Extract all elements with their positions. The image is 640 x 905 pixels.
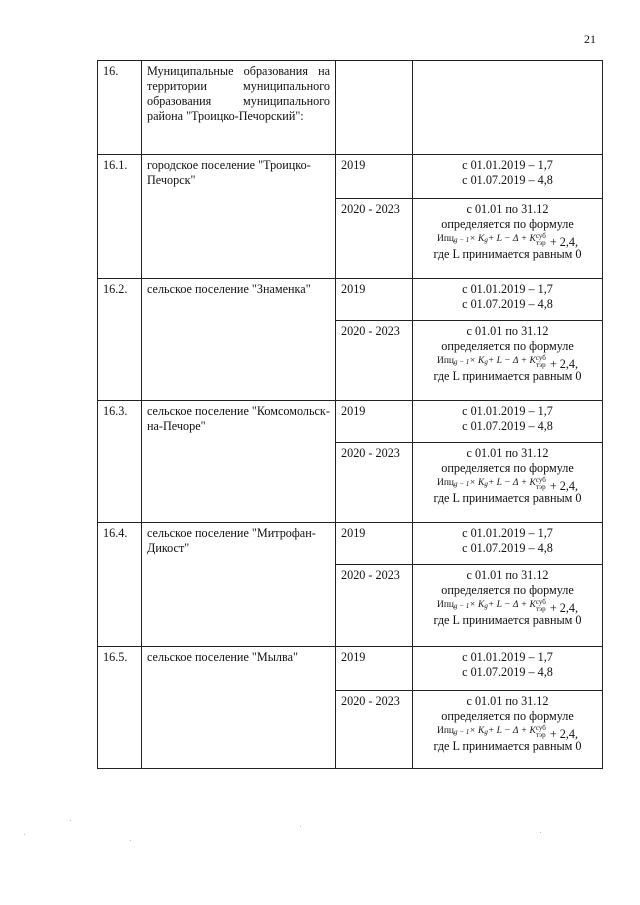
row-number: 16. bbox=[98, 61, 142, 155]
formula-line bbox=[418, 354, 597, 369]
rate-rule bbox=[413, 279, 603, 321]
rate-line: с 01.07.2019 – 4,8 bbox=[462, 665, 553, 679]
rate-line: с 01.07.2019 – 4,8 bbox=[462, 173, 553, 187]
row-number: 16.5. bbox=[98, 647, 142, 769]
formula-constant: + 2,4, bbox=[549, 357, 579, 371]
period-years: 2020 - 2023 bbox=[336, 199, 413, 279]
rate-line: с 01.01 по 31.12 bbox=[466, 694, 549, 708]
table-row bbox=[98, 401, 603, 443]
rate-rule bbox=[413, 401, 603, 443]
period-year: 2019 bbox=[336, 523, 413, 565]
rate-line: с 01.01 по 31.12 bbox=[466, 568, 549, 582]
rate-line: где L принимается равным 0 bbox=[433, 369, 582, 383]
municipality-name: городское поселение "Троицко-Печорск" bbox=[142, 155, 336, 279]
rate-rule bbox=[413, 647, 603, 691]
tariff-table bbox=[97, 60, 603, 769]
rate-line: с 01.01 по 31.12 bbox=[466, 324, 549, 338]
tariff-formula: Ипц g − 1 × K g + L − Δ + K суб тэр bbox=[436, 723, 546, 739]
period-year: 2019 bbox=[336, 155, 413, 199]
formula-constant: + 2,4, bbox=[549, 601, 579, 615]
scan-speck bbox=[70, 820, 71, 821]
row-number: 16.4. bbox=[98, 523, 142, 647]
rate-rule bbox=[413, 565, 603, 647]
rate-line: определяется по формуле bbox=[441, 217, 574, 231]
tariff-formula: Ипц g − 1 × K g + L − Δ + K суб тэр bbox=[436, 597, 546, 613]
table-row bbox=[98, 647, 603, 691]
formula-line bbox=[418, 598, 597, 613]
rate-line: где L принимается равным 0 bbox=[433, 613, 582, 627]
rate-rule bbox=[413, 691, 603, 769]
rate-rule bbox=[413, 199, 603, 279]
rate-line: с 01.01 по 31.12 bbox=[466, 446, 549, 460]
formula-constant: + 2,4, bbox=[549, 479, 579, 493]
tariff-formula: Ипц g − 1 × K g + L − Δ + K суб тэр bbox=[436, 231, 546, 247]
rate-line: где L принимается равным 0 bbox=[433, 247, 582, 261]
page-number: 21 bbox=[584, 32, 596, 46]
rate-line: где L принимается равным 0 bbox=[433, 491, 582, 505]
scan-speck bbox=[540, 832, 541, 833]
period-years: 2020 - 2023 bbox=[336, 565, 413, 647]
tariff-formula: Ипц g − 1 × K g + L − Δ + K суб тэр bbox=[436, 353, 546, 369]
rate-line: где L принимается равным 0 bbox=[433, 739, 582, 753]
rate-line: с 01.01.2019 – 1,7 bbox=[462, 158, 553, 172]
rate-line: с 01.01.2019 – 1,7 bbox=[462, 404, 553, 418]
rate-line: с 01.01.2019 – 1,7 bbox=[462, 282, 553, 296]
rate-line: определяется по формуле bbox=[441, 709, 574, 723]
rate-line: определяется по формуле bbox=[441, 583, 574, 597]
table-row bbox=[98, 279, 603, 321]
formula-line bbox=[418, 232, 597, 247]
rate-rule bbox=[413, 443, 603, 523]
formula-constant: + 2,4, bbox=[549, 727, 579, 741]
table-row bbox=[98, 523, 603, 565]
rate-line: с 01.07.2019 – 4,8 bbox=[462, 541, 553, 555]
rate-line: с 01.01.2019 – 1,7 bbox=[462, 650, 553, 664]
municipality-name: сельское поселение "Мылва" bbox=[142, 647, 336, 769]
period-years: 2020 - 2023 bbox=[336, 443, 413, 523]
municipality-name: сельское поселение "Комсомольск-на-Печоре" bbox=[142, 401, 336, 523]
municipality-name-text: Муниципальные образования на территории муниципального образования муниципального района "Троицко-Печорский": bbox=[147, 64, 330, 123]
scan-speck bbox=[130, 840, 131, 841]
row-number: 16.3. bbox=[98, 401, 142, 523]
tariff-formula: Ипц g − 1 × K g + L − Δ + K суб тэр bbox=[436, 475, 546, 491]
rate-rule bbox=[413, 155, 603, 199]
row-number: 16.2. bbox=[98, 279, 142, 401]
period-years: 2020 - 2023 bbox=[336, 691, 413, 769]
formula-line bbox=[418, 724, 597, 739]
formula-constant: + 2,4, bbox=[549, 235, 579, 249]
scan-speck bbox=[24, 834, 25, 835]
row-number: 16.1. bbox=[98, 155, 142, 279]
municipality-name: сельское поселение "Митрофан-Дикост" bbox=[142, 523, 336, 647]
rate-line: с 01.07.2019 – 4,8 bbox=[462, 419, 553, 433]
municipality-name bbox=[142, 61, 336, 155]
table-row bbox=[98, 61, 603, 155]
rate-line: с 01.01 по 31.12 bbox=[466, 202, 549, 216]
empty-cell bbox=[413, 61, 603, 155]
period-year: 2019 bbox=[336, 279, 413, 321]
rate-rule bbox=[413, 321, 603, 401]
period-years: 2020 - 2023 bbox=[336, 321, 413, 401]
period-year: 2019 bbox=[336, 647, 413, 691]
rate-line: определяется по формуле bbox=[441, 461, 574, 475]
rate-line: определяется по формуле bbox=[441, 339, 574, 353]
formula-line bbox=[418, 476, 597, 491]
rate-line: с 01.01.2019 – 1,7 bbox=[462, 526, 553, 540]
municipality-name: сельское поселение "Знаменка" bbox=[142, 279, 336, 401]
rate-line: с 01.07.2019 – 4,8 bbox=[462, 297, 553, 311]
scan-speck bbox=[300, 826, 301, 827]
rate-rule bbox=[413, 523, 603, 565]
period-year: 2019 bbox=[336, 401, 413, 443]
empty-cell bbox=[336, 61, 413, 155]
table-row bbox=[98, 155, 603, 199]
